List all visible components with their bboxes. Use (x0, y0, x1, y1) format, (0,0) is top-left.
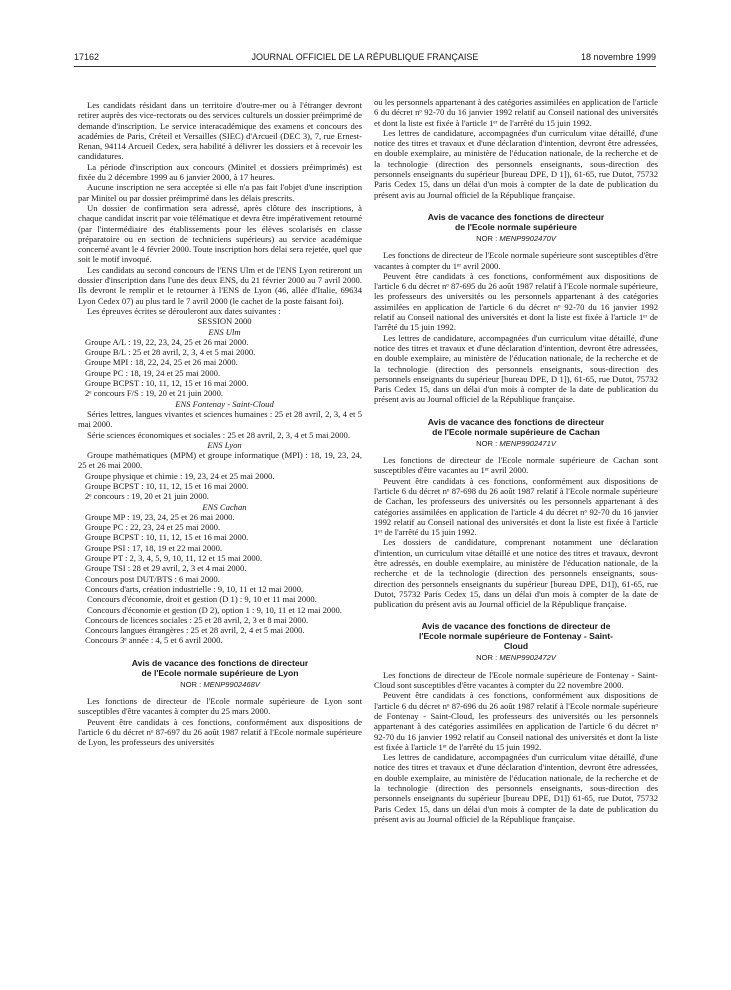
nor-code: MENP9902471V (499, 438, 556, 448)
notice-title-line: Avis de vacance des fonctions de directeur (427, 211, 605, 222)
schedule-line: 2ᵉ concours : 19, 20 et 21 juin 2000. (85, 491, 209, 502)
nor-reference (374, 653, 658, 663)
journal-title: JOURNAL OFFICIEL DE LA RÉPUBLIQUE FRANÇAISE (251, 52, 479, 62)
section-title-lyon: ENS Lyon (207, 439, 242, 450)
session-title: SESSION 2000 (197, 316, 252, 327)
paragraph: Les dossiers de candidature, comprenant notamment une déclaration d'intention, un curriculum vitae détaillé et une notice des titres et travaux, devront être adressés, en double exemplaire, au ministère de l'éducation nationale, de la recherche et de la technologie (direction des personnels enseignants, sous-direction des personnels enseignants du supérieur [bureau DPE, D1]), 61-65, rue Dutot, 75732 Paris Cedex 15, dans un délai d'un mois à compter de la date de publication du présent avis au Journal officiel de la République française. (374, 537, 658, 610)
notice-title-cachan (374, 417, 658, 437)
notice-title-line: de l'Ecole normale supérieure (455, 221, 577, 232)
notice-title-line: Cloud (503, 641, 529, 652)
schedule-line: Groupe TSI : 28 et 29 avril, 2, 3 et 4 mai 2000. (85, 563, 247, 574)
schedule-line: Concours d'économie, droit et gestion (D 1) : 9, 10 et 11 mai 2000. (87, 594, 317, 605)
schedule-line: Groupe A/L : 19, 22, 23, 24, 25 et 26 mai 2000. (85, 336, 249, 347)
paragraph: La période d'inscription aux concours (Minitel et dossiers préimprimés) est fixée du 2 décembre 1999 au 6 janvier 2000, à 17 heures. (78, 161, 362, 183)
paragraph: Peuvent être candidats à ces fonctions, conformément aux dispositions de l'article 6 du décret nᵒ 87-696 du 26 août 1987 relatif à l'Ecole normale supérieure de Fontenay - Saint-Cloud, les professeurs des universités ou les personnels appartenant à des catégories assimilées en application de l'article 6 du décret nᵒ 92-70 du 16 janvier 1992 relatif au Conseil national des universités et dont la liste est fixée à l'article 1ᵉʳ de l'arrêté du 15 juin 1992. (374, 690, 658, 752)
schedule-line: Groupe B/L : 25 et 28 avril, 2, 3, 4 et 5 mai 2000. (85, 347, 256, 358)
nor-code: MENP9902470V (499, 233, 556, 243)
schedule-line: Concours de licences sociales : 25 et 28 avril, 2, 3 et 8 mai 2000. (85, 614, 309, 625)
notice-title-line: Avis de vacance des fonctions de directeur (131, 657, 309, 668)
nor-label: NOR : (476, 438, 498, 448)
notice-title-line: de l'Ecole normale supérieure de Cachan (432, 426, 600, 437)
paragraph: Les épreuves écrites se dérouleront aux dates suivantes : (87, 305, 281, 316)
paragraph: Peuvent être candidats à ces fonctions, conformément aux dispositions de l'article 6 du décret nᵒ 87-695 du 26 août 1987 relatif à l'Ecole normale supérieure, les professeurs des universités ou les personnels appartenant à des catégories assimilées en application de l'article 6 du décret nᵒ 92-70 du 16 janvier 1992 relatif au Conseil national des universités et dont la liste est fixée à l'article 1ᵉʳ de l'arrêté du 15 juin 1992. (374, 270, 658, 333)
schedule-line: Groupe PSI : 17, 18, 19 et 22 mai 2000. (85, 542, 223, 553)
schedule-line: Groupe PC : 18, 19, 24 et 25 mai 2000. (85, 367, 221, 378)
schedule-line: Groupe physique et chimie : 19, 23, 24 et 25 mai 2000. (85, 470, 275, 481)
nor-label: NOR : (476, 653, 498, 663)
schedule-line: Séries lettres, langues vivantes et sciences humaines : 25 et 28 avril, 2, 3, 4 et 5 mai 2000. (78, 408, 362, 430)
schedule-line: Groupe PT : 2, 3, 4, 5, 9, 10, 11, 12 et 15 mai 2000. (85, 553, 263, 564)
schedule-line: Groupe BCPST : 10, 11, 12, 15 et 16 mai 2000. (85, 480, 249, 491)
schedule-line: Groupe BCPST : 10, 11, 12, 15 et 16 mai 2000. (85, 378, 249, 389)
page-header (74, 52, 656, 66)
paragraph: Les lettres de candidature, accompagnées d'un curriculum vitae détaillé, d'une notice des titres et travaux et d'une déclaration d'intention, devront être adressées, en double exemplaire, au ministère de l'éducation nationale, de la recherche et de la technologie (direction des personnels enseignants, sous-direction des personnels enseignants du supérieur [bureau DPE, D 1]), 61-65, rue Dutot, 75732 Paris Cedex 15, dans un délai d'un mois à compter de la date de publication du présent avis au Journal officiel de la République française. (374, 127, 658, 200)
paragraph: Peuvent être candidats à ces fonctions, conformément aux dispositions de l'article 6 du décret nᵒ 87-698 du 26 août 1987 relatif à l'Ecole normale supérieure de Cachan, les professeurs des universités ou les personnels appartenant à des catégories assimilées en application de l'article 4 du décret nᵒ 92-70 du 16 janvier 1992 relatif au Conseil national des universités et dont la liste est fixée à l'article 1ᵉʳ de l'arrêté du 15 juin 1992. (374, 475, 658, 538)
schedule-line: Groupe PC : 22, 23, 24 et 25 mai 2000. (85, 522, 221, 533)
paragraph: Les candidats résidant dans un territoire d'outre-mer ou à l'étranger devront retirer auprès des vice-rectorats ou des services culturels un dossier préimprimé de demande d'inscription. Le service interacadémique des examens et concours des académies de Paris, Créteil et Versailles (SIEC) d'Arcueil (DEC 3), 7, rue Ernest-Renan, 94114 Arcueil Cedex, sera habilité à délivrer les dossiers et à recevoir les candidatures. (78, 100, 362, 162)
nor-label: NOR : (476, 233, 498, 243)
notice-title-line: Avis de vacance des fonctions de directeur (427, 416, 605, 427)
schedule-line: Groupe MP : 19, 23, 24, 25 et 26 mai 2000. (85, 511, 235, 522)
schedule-line: Groupe BCPST : 10, 11, 12, 15 et 16 mai 2000. (85, 532, 249, 543)
nor-code: MENP9902472V (499, 653, 556, 663)
paragraph: Peuvent être candidats à ces fonctions, conformément aux dispositions de l'article 6 du décret nᵒ 87-697 du 26 août 1987 relatif à l'Ecole normale supérieure de Lyon, les professeurs des universités (78, 716, 362, 748)
header-rule (74, 66, 656, 67)
section-title-ulm: ENS Ulm (208, 326, 241, 337)
schedule-line: Groupe mathématiques (MPM) et groupe informatique (MPI) : 18, 19, 23, 24, 25 et 26 mai 2000. (78, 450, 362, 471)
paragraph: Les lettres de candidature, accompagnées d'un curriculum vitae détaillé, d'une notice des titres et travaux et d'une déclaration d'intention, devront être adressées, en double exemplaire, au ministère de l'éducation nationale, de la recherche et de la technologie (direction des personnels enseignants, sous-direction des personnels enseignants du supérieur [bureau DPE, D1]) 61-65, rue Dutot, 75732 Paris Cedex 15, dans un délai d'un mois à compter de la date de publication du présent avis au Journal officiel de la République française. (374, 752, 658, 824)
notice-title-line: de l'Ecole normale supérieure de Lyon (141, 667, 299, 678)
notice-title-line: l'Ecole normale supérieure de Fontenay - Saint- (418, 631, 614, 642)
schedule-line: Série sciences économiques et sociales : 25 et 28 avril, 2, 3, 4 et 5 mai 2000. (87, 429, 350, 440)
paragraph: ou les personnels appartenant à des catégories assimilées en application de l'article 6 du décret nᵒ 92-70 du 16 janvier 1992 relatif au Conseil national des universités et dont la liste est fixée à l'article 1ᵉʳ de l'arrêté du 15 juin 1992. (374, 97, 658, 128)
schedule-line: Groupe MPI : 18, 22, 24, 25 et 26 mai 2000. (85, 357, 238, 368)
paragraph: Les fonctions de directeur de l'Ecole normale supérieure sont susceptibles d'être vacantes à compter du 1ᵉʳ avril 2000. (374, 250, 658, 271)
nor-reference (374, 234, 658, 244)
left-column (78, 100, 362, 980)
nor-reference (374, 439, 658, 449)
paragraph: Aucune inscription ne sera acceptée si elle n'a pas fait l'objet d'une inscription par Minitel ou par dossier préimprimé dans les délais prescrits. (78, 182, 362, 203)
schedule-line: Concours d'économie et gestion (D 2), option 1 : 9, 10, 11 et 12 mai 2000. (87, 604, 342, 615)
section-title-cachan: ENS Cachan (202, 501, 247, 512)
issue-date: 18 novembre 1999 (580, 52, 656, 62)
schedule-line: Concours langues étrangères : 25 et 28 avril, 2, 4 et 5 mai 2000. (85, 625, 305, 636)
page-number: 17162 (74, 52, 100, 62)
nor-reference (78, 680, 362, 690)
notice-title-line: Avis de vacance des fonctions de directeur de (421, 621, 611, 632)
schedule-line: 2ᵉ concours F/S : 19, 20 et 21 juin 2000. (85, 388, 224, 399)
schedule-line: Concours post DUT/BTS : 6 mai 2000. (85, 573, 220, 584)
paragraph: Les candidats au second concours de l'ENS Ulm et de l'ENS Lyon retireront un dossier d'inscription dans l'une des deux ENS, du 21 février 2000 au 7 avril 2000. Ils devront le remplir et le retourner à l'ENS de Lyon (46, allée d'Italie, 69634 Lyon Cedex 07) au plus tard le 7 avril 2000 (le cachet de la poste faisant foi). (78, 264, 362, 306)
notice-title-lyon (78, 658, 362, 678)
paragraph: Les fonctions de directeur de l'Ecole normale supérieure de Lyon sont susceptibles d'être vacantes à compter du 25 mars 2000. (78, 696, 362, 717)
schedule-line: Concours 3ᵉ année : 4, 5 et 6 avril 2000. (85, 635, 223, 646)
notice-title-ens (374, 212, 658, 232)
schedule-line: Concours d'arts, création industrielle : 9, 10, 11 et 12 mai 2000. (85, 583, 304, 594)
nor-label: NOR : (180, 679, 202, 689)
paragraph: Les fonctions de directeur de l'Ecole normale supérieure de Cachan sont susceptibles d'être vacantes au 1ᵉʳ avril 2000. (374, 455, 658, 476)
paragraph: Les lettres de candidature, accompagnées d'un curriculum vitae détaillé, d'une notice des titres et travaux et d'une déclaration d'intention, devront être adressées, en double exemplaire, au ministère de l'éducation nationale, de la recherche et de la technologie (direction des personnels enseignants, sous-direction des personnels enseignants du supérieur [bureau DPE, D 1]), 61-65, rue Dutot, 75732 Paris Cedex 15, dans un délai d'un mois à compter de la date de publication du présent avis au Journal officiel de la République française. (374, 332, 658, 405)
nor-code: MENP9902468V (203, 679, 260, 689)
right-column (374, 97, 658, 977)
paragraph: Un dossier de confirmation sera adressé, après clôture des inscriptions, à chaque candidat inscrit par voie télématique et devra être impérativement retourné (par l'intermédiaire des établissements pour les élèves scolarisés en classe préparatoire ou en section de techniciens supérieurs) au service académique concerné avant le 4 février 2000. Toute inscription hors délai sera rejetée, quel que soit le motif invoqué. (78, 202, 362, 265)
section-title-fontenay: ENS Fontenay - Saint-Cloud (175, 398, 274, 409)
notice-title-fontenay (374, 621, 658, 651)
paragraph: Les fonctions de directeur de l'Ecole normale supérieure de Fontenay - Saint-Cloud sont susceptibles d'être vacantes à compter du 22 novembre 2000. (374, 669, 658, 691)
